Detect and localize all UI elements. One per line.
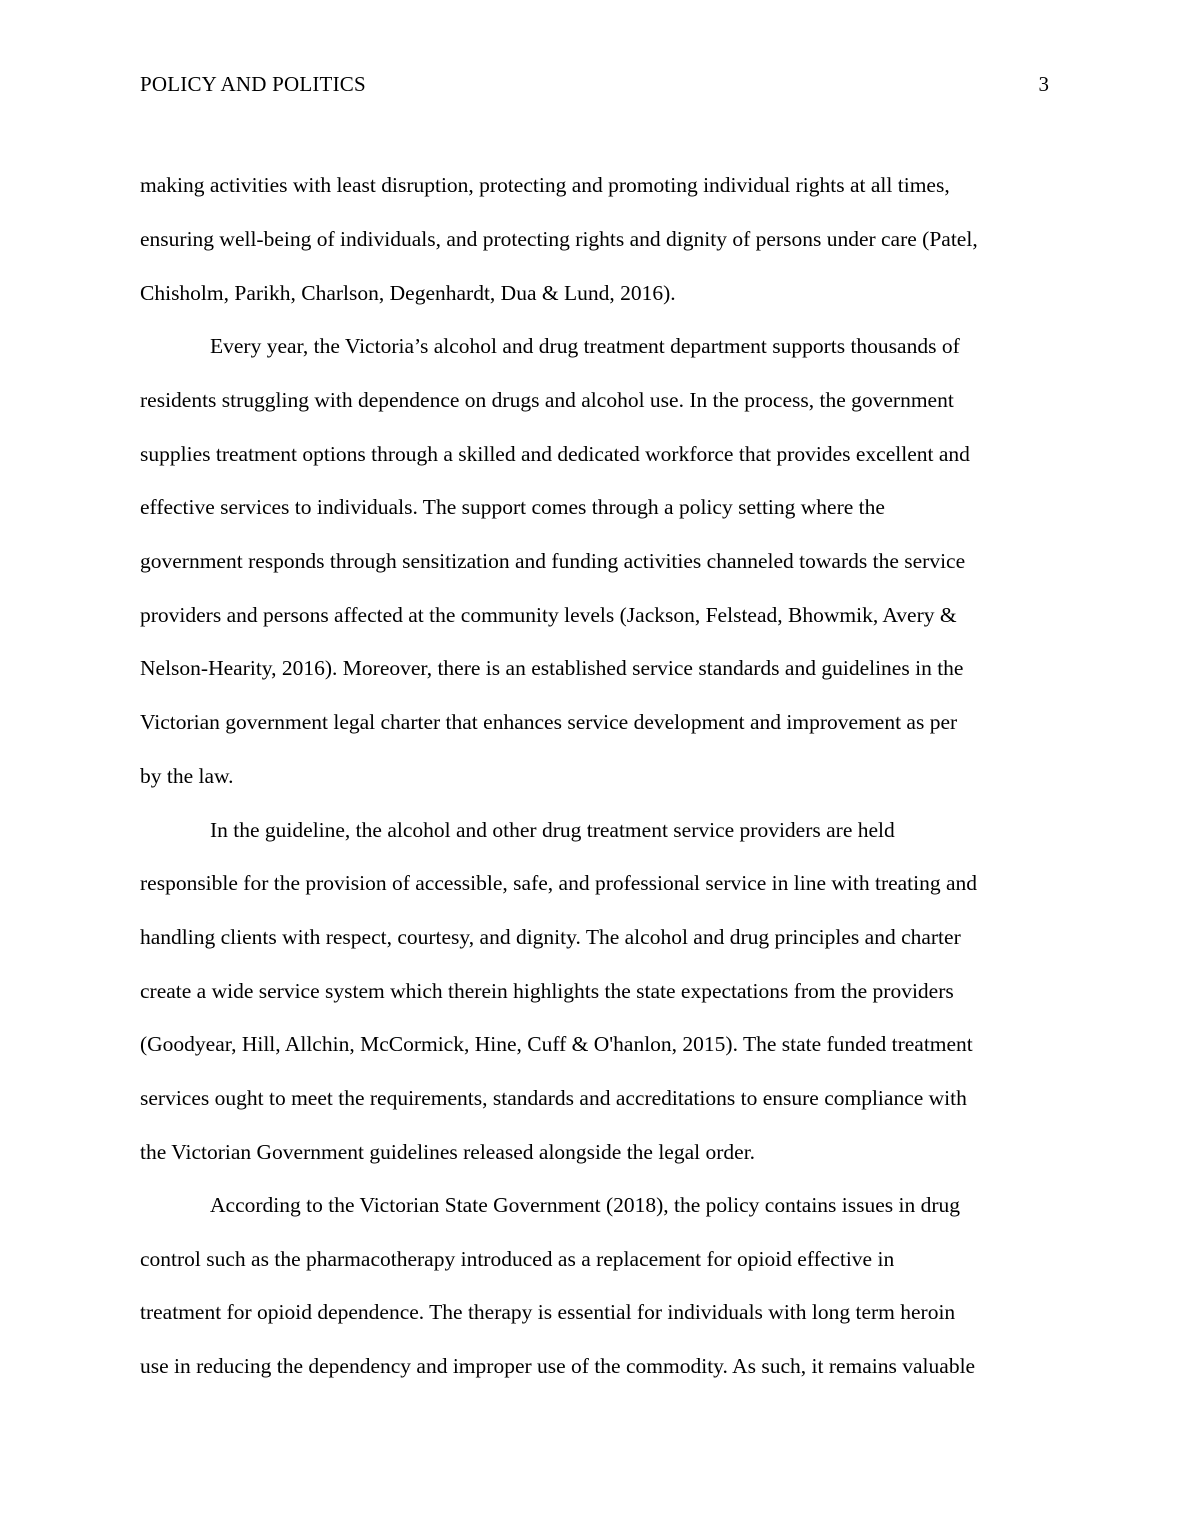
- text-line: services ought to meet the requirements, standards and accreditations to ensure compliance with: [140, 1086, 967, 1110]
- running-head: POLICY AND POLITICS: [140, 72, 366, 96]
- page-header: [140, 70, 1049, 98]
- paragraph-first-line: In the guideline, the alcohol and other drug treatment service providers are held: [210, 818, 895, 842]
- paragraph-first-line: Every year, the Victoria’s alcohol and drug treatment department supports thousands of: [210, 334, 960, 358]
- paragraph-first-line: According to the Victorian State Government (2018), the policy contains issues in drug: [210, 1193, 961, 1217]
- text-line: create a wide service system which therein highlights the state expectations from the providers: [140, 979, 954, 1003]
- text-line: Chisholm, Parikh, Charlson, Degenhardt, Dua & Lund, 2016).: [140, 281, 676, 305]
- text-line: making activities with least disruption, protecting and promoting individual rights at all times,: [140, 173, 950, 197]
- text-line: Nelson-Hearity, 2016). Moreover, there is an established service standards and guidelines in the: [140, 656, 964, 680]
- text-line: control such as the pharmacotherapy introduced as a replacement for opioid effective in: [140, 1247, 895, 1271]
- text-line: Victorian government legal charter that enhances service development and improvement as per: [140, 710, 958, 734]
- text-line: providers and persons affected at the community levels (Jackson, Felstead, Bhowmik, Avery &: [140, 603, 957, 627]
- page-number: 3: [1038, 72, 1049, 96]
- text-line: ensuring well-being of individuals, and protecting rights and dignity of persons under care (Patel,: [140, 227, 978, 251]
- text-line: residents struggling with dependence on drugs and alcohol use. In the process, the government: [140, 388, 954, 412]
- text-line: government responds through sensitization and funding activities channeled towards the service: [140, 549, 966, 573]
- text-line: by the law.: [140, 764, 234, 788]
- text-line: responsible for the provision of accessible, safe, and professional service in line with treating and: [140, 871, 978, 895]
- text-line: supplies treatment options through a skilled and dedicated workforce that provides excellent and: [140, 442, 970, 466]
- text-line: use in reducing the dependency and improper use of the commodity. As such, it remains valuable: [140, 1354, 976, 1378]
- text-line: (Goodyear, Hill, Allchin, McCormick, Hine, Cuff & O'hanlon, 2015). The state funded treatment: [140, 1032, 973, 1056]
- text-line: effective services to individuals. The support comes through a policy setting where the: [140, 495, 885, 519]
- text-line: the Victorian Government guidelines released alongside the legal order.: [140, 1140, 756, 1164]
- text-line: handling clients with respect, courtesy, and dignity. The alcohol and drug principles and charter: [140, 925, 961, 949]
- text-line: treatment for opioid dependence. The therapy is essential for individuals with long term heroin: [140, 1300, 956, 1324]
